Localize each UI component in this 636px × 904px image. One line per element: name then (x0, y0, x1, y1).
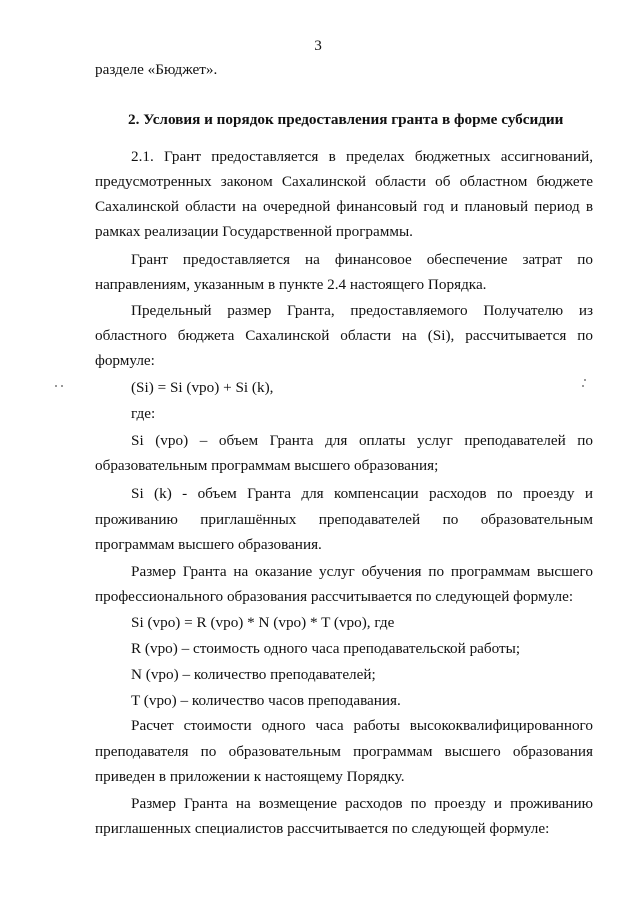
paragraph-line: формуле: (95, 352, 155, 369)
paragraph-line: Расчет стоимости одного часа работы высококвалифицированного (131, 717, 593, 734)
paragraph-line: образовательным программам высшего образования; (95, 457, 439, 474)
paragraph-line: R (vpo) – стоимость одного часа преподавательской работы; (131, 640, 521, 657)
paragraph-line: рамках реализации Государственной программы. (95, 223, 413, 240)
paragraph-line: программам высшего образования. (95, 536, 322, 553)
paragraph-line: Размер Гранта на оказание услуг обучения по программам высшего (131, 563, 593, 580)
paragraph-line: областного бюджета Сахалинской области на (Si), рассчитывается по (95, 327, 593, 344)
formula-line: (Si) = Si (vpo) + Si (k), (131, 379, 274, 396)
page-number: 3 (314, 37, 322, 54)
continuation-line: разделе «Бюджет». (95, 61, 218, 78)
section-heading: 2. Условия и порядок предоставления гранта в форме субсидии (128, 111, 564, 128)
paragraph-line: приглашенных специалистов рассчитывается по следующей формуле: (95, 820, 550, 837)
paragraph-line: N (vpo) – количество преподавателей; (131, 666, 376, 683)
paragraph-line: Грант предоставляется на финансовое обеспечение затрат по (131, 251, 593, 268)
paragraph-line: Предельный размер Гранта, предоставляемого Получателю из (131, 302, 593, 319)
paragraph-line: Размер Гранта на возмещение расходов по проезду и проживанию (131, 795, 593, 812)
paragraph-line: 2.1. Грант предоставляется в пределах бюджетных ассигнований, (131, 148, 593, 165)
paragraph-line: приведен в приложении к настоящему Порядку. (95, 768, 405, 785)
scan-speck (582, 385, 584, 387)
paragraph-line: проживанию приглашённых преподавателей по образовательным (95, 511, 593, 528)
paragraph-line: Si (k) - объем Гранта для компенсации расходов по проезду и (131, 485, 593, 502)
scan-speck (55, 385, 57, 387)
paragraph-line: где: (131, 405, 156, 422)
formula-line: Si (vpo) = R (vpo) * N (vpo) * T (vpo), где (131, 614, 395, 631)
paragraph-line: Si (vpo) – объем Гранта для оплаты услуг преподавателей по (131, 432, 593, 449)
paragraph-line: направлениям, указанным в пункте 2.4 настоящего Порядка. (95, 276, 487, 293)
paragraph-line: предусмотренных законом Сахалинской области об областном бюджете (95, 173, 593, 190)
paragraph-line: профессионального образования рассчитывается по следующей формуле: (95, 588, 574, 605)
scan-speck (584, 379, 586, 381)
paragraph-line: преподавателя по образовательным программам высшего образования (95, 743, 593, 760)
scan-speck (61, 385, 63, 387)
paragraph-line: T (vpo) – количество часов преподавания. (131, 692, 401, 709)
paragraph-line: Сахалинской области на очередной финансовый год и плановый период в (95, 198, 593, 215)
